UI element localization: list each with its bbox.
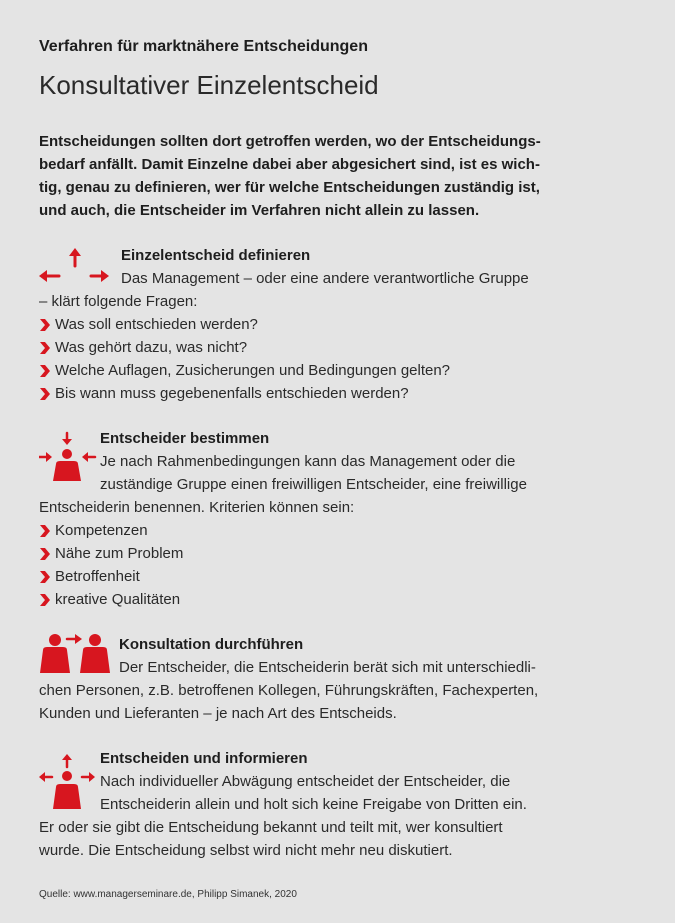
intro-line: bedarf anfällt. Damit Einzelne dabei aber abgesichert sind, ist es wich- [39,156,540,173]
section-text-line: Je nach Rahmenbedingungen kann das Management oder die [100,453,516,470]
two-persons-icon [39,633,113,675]
list-item: Betroffenheit [39,565,584,588]
list-item: Welche Auflagen, Zusicherungen und Bedingungen gelten? [39,359,584,382]
chevron-right-icon [39,365,51,377]
section-text-line: – klärt folgende Fragen: [39,293,198,310]
chevron-right-icon [39,342,51,354]
section-heading: Konsultation durchführen [119,636,304,653]
section-text-line: Entscheiderin allein und holt sich keine Freigabe von Dritten ein. [100,796,527,813]
arrows-out-icon [39,246,111,290]
list-item: Nähe zum Problem [39,542,584,565]
section-heading: Entscheider bestimmen [100,430,270,447]
intro-paragraph [39,130,579,222]
list-item: Was soll entschieden werden? [39,313,584,336]
section-heading: Entscheiden und informieren [100,750,308,767]
bullet-list [39,313,584,405]
section-decide [39,747,584,862]
chevron-right-icon [39,594,51,606]
list-item: Bis wann muss gegebenenfalls entschieden werden? [39,382,584,405]
list-item: Was gehört dazu, was nicht? [39,336,584,359]
section-text-line: Entscheiderin benennen. Kriterien können sein: [39,499,355,516]
section-heading: Einzelentscheid definieren [121,247,311,264]
chevron-right-icon [39,525,51,537]
section-text-line: Der Entscheider, die Entscheiderin berät sich mit unterschiedli- [119,659,536,676]
intro-line: und auch, die Entscheider im Verfahren nicht allein zu lassen. [39,202,480,219]
page-title: Konsultativer Einzelentscheid [39,70,379,100]
intro-line: tig, genau zu definieren, wer für welche Entscheidungen zuständig ist, [39,179,540,196]
chevron-right-icon [39,571,51,583]
chevron-right-icon [39,548,51,560]
section-text-line: Nach individueller Abwägung entscheidet der Entscheider, die [100,773,511,790]
intro-line: Entscheidungen sollten dort getroffen werden, wo der Entscheidungs- [39,133,541,150]
list-item: kreative Qualitäten [39,588,584,611]
section-text-line: zuständige Gruppe einen freiwilligen Entscheider, eine freiwillige [100,476,527,493]
chevron-right-icon [39,388,51,400]
section-text-line: Kunden und Lieferanten – je nach Art des Entscheids. [39,705,397,722]
bullet-list [39,519,584,611]
section-consult [39,633,584,725]
section-assign [39,427,584,611]
section-text-line: chen Personen, z.B. betroffenen Kollegen, Führungskräften, Fachexperten, [39,682,539,699]
person-arrows-in-icon [39,431,97,481]
section-define [39,244,584,405]
section-text-line: Er oder sie gibt die Entscheidung bekannt und teilt mit, wer konsultiert [39,819,503,836]
chevron-right-icon [39,319,51,331]
section-text-line: wurde. Die Entscheidung selbst wird nicht mehr neu diskutiert. [39,842,453,859]
person-arrows-out-icon [39,753,97,815]
list-item: Kompetenzen [39,519,584,542]
page-subtitle: Verfahren für marktnähere Entscheidungen [39,38,368,55]
source-note: Quelle: www.managerseminare.de, Philipp Simanek, 2020 [39,889,297,900]
section-text-line: Das Management – oder eine andere verantwortliche Gruppe [121,270,529,287]
